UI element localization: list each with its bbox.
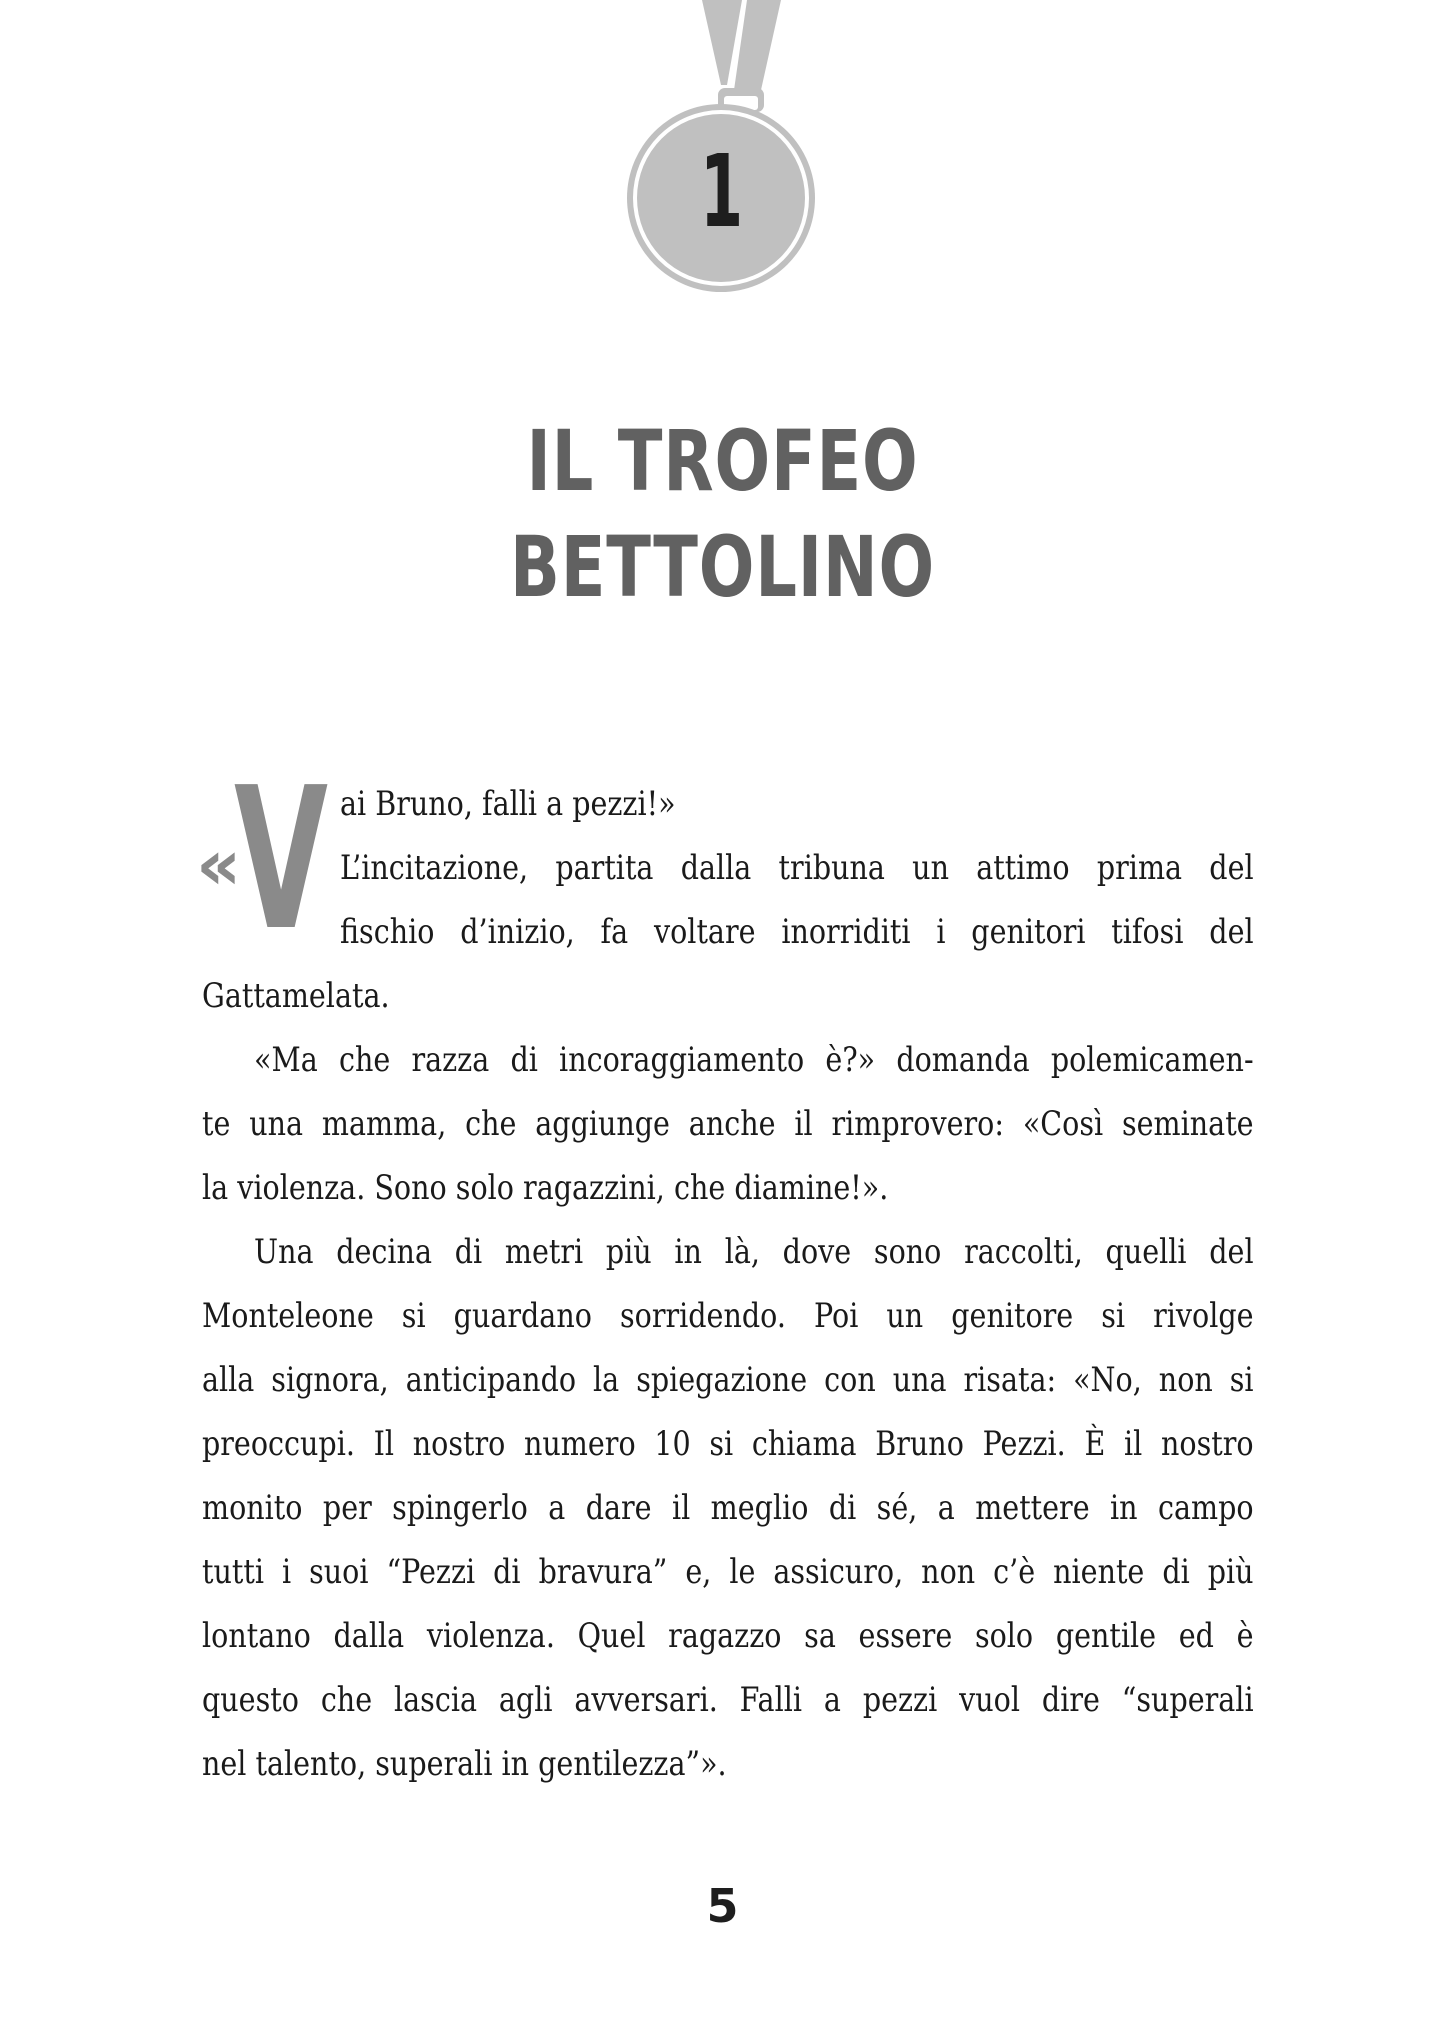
text-line (202, 1092, 1254, 1156)
text-line (202, 1732, 1254, 1796)
text-line (202, 1220, 1254, 1284)
chapter-body-text (202, 772, 1254, 1796)
text-line-content: nel talento, superali in gentilezza”». (202, 1744, 727, 1784)
text-line-content: tutti i suoi “Pezzi di bravura” e, le assicuro, non c’è niente di più (202, 1552, 1254, 1592)
text-line (202, 1028, 1254, 1092)
text-line-content: preoccupi. Il nostro numero 10 si chiama Bruno Pezzi. È il nostro (202, 1424, 1254, 1464)
chapter-title-line-1: IL TROFEO (526, 412, 919, 511)
text-line (202, 964, 1254, 1028)
text-line (202, 1348, 1254, 1412)
text-line-content: questo che lascia agli avversari. Falli a pezzi vuol dire “superali (202, 1680, 1254, 1720)
text-line-content: fischio d’inizio, fa voltare inorriditi i genitori tifosi del (340, 912, 1254, 952)
text-line (202, 1284, 1254, 1348)
text-line (202, 1412, 1254, 1476)
text-line (202, 1540, 1254, 1604)
drop-cap-quote-mark: « (196, 824, 242, 906)
chapter-title (0, 408, 1445, 620)
chapter-medal-icon (620, 0, 820, 300)
text-line (202, 1476, 1254, 1540)
text-line-content: te una mamma, che aggiunge anche il rimprovero: «Così seminate (202, 1104, 1254, 1144)
text-line-content: L’incitazione, partita dalla tribuna un attimo prima del (340, 848, 1254, 888)
chapter-number: 1 (699, 133, 744, 250)
page-number: 5 (706, 1879, 739, 1933)
chapter-title-line-2: BETTOLINO (510, 518, 935, 617)
text-line (202, 1156, 1254, 1220)
text-line-content: Una decina di metri più in là, dove sono raccolti, quelli del (254, 1232, 1254, 1272)
text-line-content: «Ma che razza di incoraggiamento è?» domanda polemicamen- (254, 1040, 1254, 1080)
text-line-content: monito per spingerlo a dare il meglio di sé, a mettere in campo (202, 1488, 1254, 1528)
text-line (202, 1668, 1254, 1732)
drop-cap-letter: V (234, 746, 329, 974)
text-line-content: alla signora, anticipando la spiegazione con una risata: «No, non si (202, 1360, 1254, 1400)
text-line (202, 772, 1254, 836)
text-line-content: Gattamelata. (202, 976, 390, 1016)
text-line-content: la violenza. Sono solo ragazzini, che diamine!». (202, 1168, 889, 1208)
text-line (202, 836, 1254, 900)
text-line-content: ai Bruno, falli a pezzi!» (340, 784, 676, 824)
text-line (202, 1604, 1254, 1668)
text-line-content: Monteleone si guardano sorridendo. Poi un genitore si rivolge (202, 1296, 1254, 1336)
text-line (202, 900, 1254, 964)
text-line-content: lontano dalla violenza. Quel ragazzo sa essere solo gentile ed è (202, 1616, 1254, 1656)
